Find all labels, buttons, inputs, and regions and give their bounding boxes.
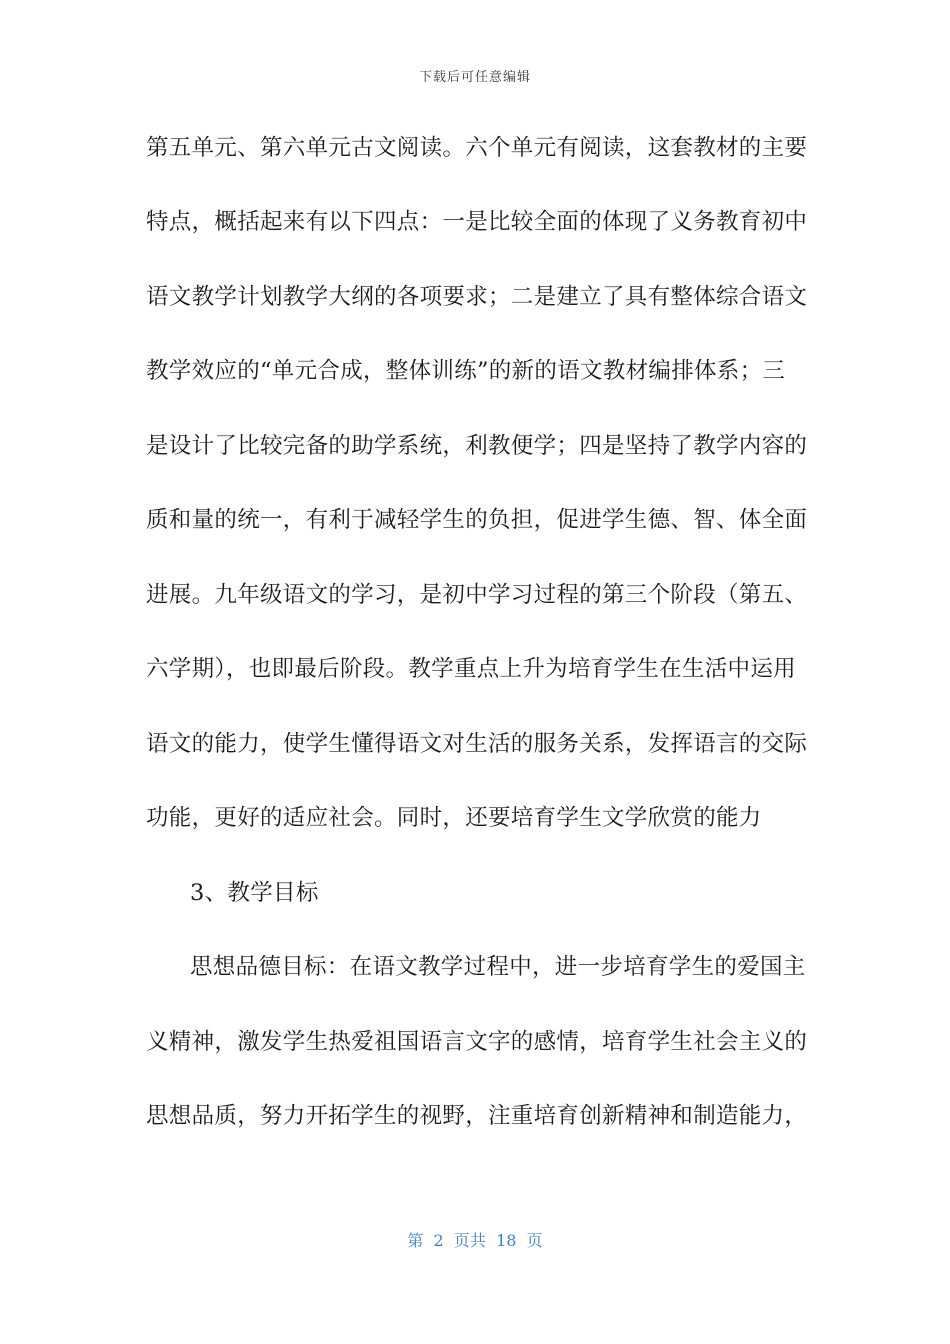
- text-line: 思想品德目标：在语文教学过程中，进一步培育学生的爱国主: [190, 954, 806, 980]
- text-line: 第五单元、第六单元古文阅读。六个单元有阅读，这套教材的主要: [146, 135, 808, 161]
- text-line: 功能，更好的适应社会。同时，还要培育学生文学欣赏的能力: [146, 805, 762, 831]
- text-line: 是设计了比较完备的助学系统，利教便学；四是坚持了教学内容的: [146, 433, 808, 459]
- text-line: 质和量的统一，有利于减轻学生的负担，促进学生德、智、体全面: [146, 507, 808, 533]
- text-line: 义精神，激发学生热爱祖国语言文字的感情，培育学生社会主义的: [146, 1029, 808, 1055]
- text-line: 思想品质，努力开拓学生的视野，注重培育创新精神和制造能力，: [146, 1103, 808, 1129]
- text-line: 教学效应的“单元合成，整体训练”的新的语文教材编排体系；三: [146, 358, 786, 384]
- text-line: 语文教学计划教学大纲的各项要求；二是建立了具有整体综合语文: [146, 284, 808, 310]
- page-footer: 第 2 页共 18 页: [407, 1231, 543, 1250]
- text-line: 进展。九年级语文的学习，是初中学习过程的第三个阶段（第五、: [146, 582, 808, 608]
- text-line: 语文的能力，使学生懂得语文对生活的服务关系，发挥语言的交际: [146, 731, 808, 757]
- text-line: 六学期），也即最后阶段。教学重点上升为培育学生在生活中运用: [146, 656, 796, 682]
- page-header: 下载后可任意编辑: [418, 70, 531, 85]
- section-heading: 3、教学目标: [190, 880, 319, 906]
- text-line: 特点，概括起来有以下四点：一是比较全面的体现了义务教育初中: [146, 209, 808, 235]
